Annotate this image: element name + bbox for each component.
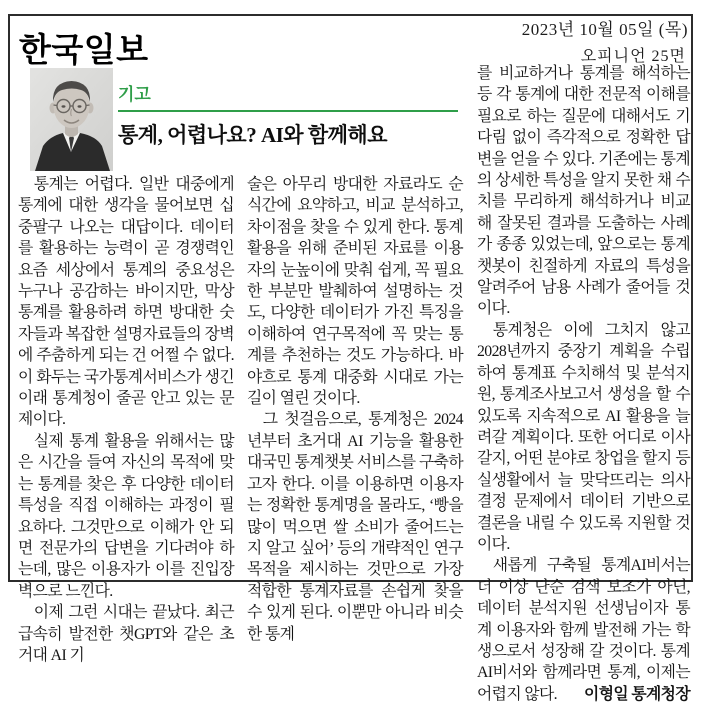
section-page-label: 오피니언 25면 [580,48,686,65]
article-title: 통계, 어렵나요? AI와 함께해요 [118,123,387,147]
paragraph-text: 새롭게 구축될 통계AI비서는 더 이상 단순 검색 보조가 아닌, 데이터 분석지원 선생님이자 통계 이용자와 함께 발전해 가는 학생으로서 성장해 갈 것이다. 통계AI비서와 함께라면 통계, 이제는 어렵지 않다. [477,557,690,703]
newspaper-logo: 한국일보 [19,31,149,68]
paragraph: 이제 그런 시대는 끝났다. 최근 급속히 발전한 챗GPT와 같은 초거대 AI 기 [18,604,234,664]
paragraph: 그 첫걸음으로, 통계청은 2024년부터 초거대 AI 기능을 활용한 대국민 통계챗봇 서비스를 구축하고자 한다. 이를 이용하면 이용자는 정확한 통계명을 몰라도, ‘빵을 많이 먹으면 쌀 소비가 줄어드는지 알고 싶어’ 등의 개략적인 연구목적을 제시하는 것만으로 가장 적합한 통계자료를 손쉽게 찾을 수 있게 된다. 이뿐만 아니라 비슷한 통계 [247,411,463,643]
paragraph: 실제 통계 활용을 위해서는 많은 시간을 들여 자신의 목적에 맞는 통계를 찾은 후 다양한 데이터 특성을 직접 이해하는 과정이 필요하다. 그것만으로 이해가 안 되면 전문가의 답변을 기다려야 하는데, 많은 이용자가 이를 진입장벽으로 느낀다. [18,432,234,600]
issue-date: 2023년 10월 05일 (목) [521,20,688,39]
author-portrait-image [30,68,113,171]
article-column-3 [477,63,690,703]
category-divider-rule [118,110,458,112]
article-column-1 [18,174,234,664]
author-portrait [30,68,113,171]
paragraph: 술은 아무리 방대한 자료라도 순식간에 요약하고, 비교 분석하고, 차이점을 찾을 수 있게 한다. 통계 활용을 위해 준비된 자료를 이용자의 눈높이에 맞춰 쉽게, 꼭 필요한 부분만 발췌하여 설명하는 것도, 다양한 데이터가 가진 특징을 이해하여 연구목적에 꼭 맞는 통계를 추천하는 것도 가능하다. 바야흐로 통계 대중화 시대로 가는 길이 열린 것이다. [247,176,463,408]
paragraph: 통계청은 이에 그치지 않고 2028년까지 중장기 계획을 수립하여 통계표 수치해석 및 분석지원, 통계조사보고서 생성을 할 수 있도록 지속적으로 AI 활용을 늘려갈 계획이다. 또한 어디로 이사 갈지, 어떤 분야로 창업을 할지 등 실생활에서 늘 맞닥뜨리는 의사결정 문제에서 데이터 기반으로 결론을 내릴 수 있도록 지원할 것이다. [477,321,690,553]
byline: 이형일 통계청장 [584,685,690,703]
article-category-label: 기고 [118,85,151,104]
paragraph: 통계는 어렵다. 일반 대중에게 통계에 대한 생각을 물어보면 십중팔구 나오는 대답이다. 데이터를 활용하는 능력이 곧 경쟁력인 요즘 세상에서 통계의 중요성은 누구나 공감하는 바이지만, 막상 통계를 활용하려 하면 방대한 숫자들과 복잡한 설명자료들의 장벽에 주춤하게 되는 건 어쩔 수 없다. 이 화두는 국가통계서비스가 생긴 이래 통계청이 줄곧 안고 있는 문제이다. [18,176,234,429]
paragraph [477,555,690,705]
paragraph: 를 비교하거나 통계를 해석하는 등 각 통계에 대한 전문적 이해를 필요로 하는 질문에 대해서도 기다림 없이 즉각적으로 정확한 답변을 얻을 수 있다. 기존에는 통계의 상세한 특성을 알지 못한 채 수치를 무리하게 해석하거나 비교해 잘못된 결과를 도출하는 사례가 종종 있었는데, 앞으로는 통계챗봇이 친절하게 자료의 특성을 알려주어 남용 사례가 줄어들 것이다. [477,65,690,318]
article-column-2 [247,174,463,643]
